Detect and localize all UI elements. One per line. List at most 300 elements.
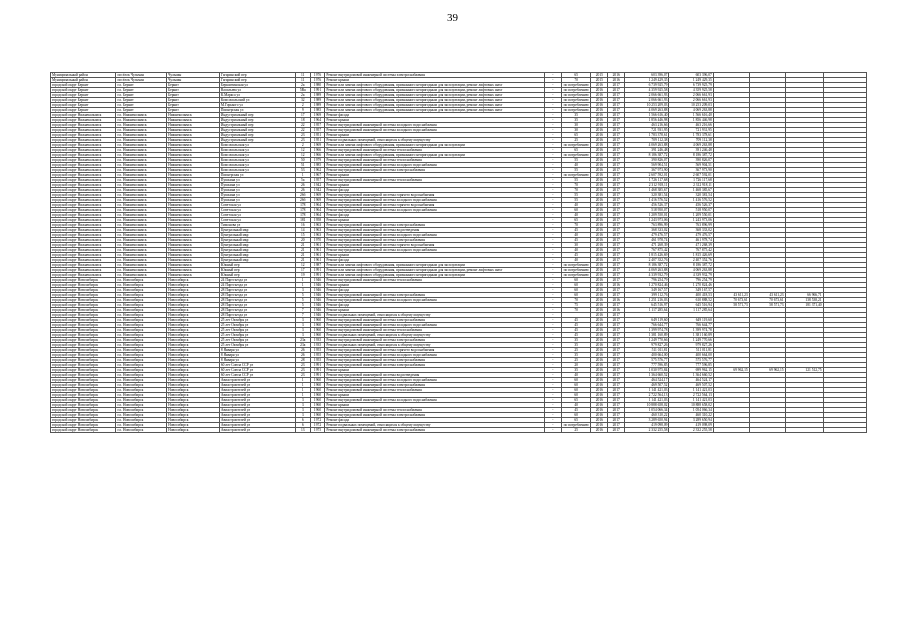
table-cell: городской округ Новосибирск (51, 278, 116, 283)
table-cell: Ремонт внутридомовой инженерной системы электроснабжения (325, 363, 545, 368)
table-cell: 10 253 209,03 (625, 103, 669, 108)
table-cell: 12 (295, 263, 310, 268)
table-cell: - (544, 113, 561, 118)
table-cell: 45 (561, 333, 591, 338)
table-cell: г.о. Новосибирск (116, 328, 167, 333)
table-cell: - (544, 283, 561, 288)
table-cell: 610 888,52 (669, 298, 713, 303)
table-cell: г.о. Нижнеколымск (116, 193, 167, 198)
table-cell: городской округ Нижнеколымск (51, 228, 116, 233)
table-cell: 400 664,00 (669, 353, 713, 358)
table-cell: 2017 (608, 293, 625, 298)
table-cell: Ремонт подвальных помещений, относящихся к общему имуществу (325, 138, 545, 143)
table-cell: 461 978,74 (625, 238, 669, 243)
table-cell: 2016 (591, 93, 608, 98)
table-cell: г.о. Нижнеколымск (116, 163, 167, 168)
table-cell: 399 112,76 (625, 293, 669, 298)
table-cell: 2017 (608, 203, 625, 208)
table-cell: Южный пер (219, 273, 295, 278)
table-cell: 2016 (591, 133, 608, 138)
table-cell: Ремонт внутридомовой инженерной системы электроснабжения (325, 73, 545, 78)
table-cell: 2016 (591, 293, 608, 298)
table-cell: 40 (561, 163, 591, 168)
table-cell: К.Маркса ул (219, 93, 295, 98)
table-cell: Ремонт внутридомовой инженерной системы горячего водоснабжения (325, 243, 545, 248)
table-cell: городской округ Новосибирск (51, 408, 116, 413)
table-cell: 35 (561, 338, 591, 343)
table-cell: Ремонт внутридомовой инженерной системы водоотведения (325, 228, 545, 233)
table-cell: Ремонт или замена лифтового оборудования, признанного непригодным для эксплуатации, ремонт лифтовых шахт (325, 88, 545, 93)
table-cell: г.о. Нижнеколымск (116, 138, 167, 143)
table-cell: 1989 (310, 98, 325, 103)
table-cell: Комсомольский ул (219, 98, 295, 103)
table-cell: 2017 (608, 413, 625, 418)
table-cell: 55 (561, 158, 591, 163)
table-cell: Центральный мкр (219, 228, 295, 233)
table-cell: 400 664,00 (625, 353, 669, 358)
table-cell: Ремонт внутридомовой инженерной системы холодного водоснабжения (325, 398, 545, 403)
table-cell: 2016 (591, 383, 608, 388)
table-cell: - (544, 153, 561, 158)
table-cell: 367 973,90 (625, 168, 669, 173)
table-cell: 1969 (310, 143, 325, 148)
table-cell: 2017 (608, 133, 625, 138)
table-cell: 2016 (591, 243, 608, 248)
table-cell: - (544, 158, 561, 163)
table-cell: - (544, 293, 561, 298)
table-cell: г.о. Нижнеколымск (116, 208, 167, 213)
table-cell: Авиастроителей ул (219, 408, 295, 413)
table-cell: Новосибирск (167, 383, 220, 388)
table-cell: 17 (295, 268, 310, 273)
table-cell: Ремонт внутридомовой инженерной системы горячего водоснабжения (325, 203, 545, 208)
table-cell: 1991 (310, 373, 325, 378)
table-cell: 2016 (591, 153, 608, 158)
table-cell: 1960 (310, 408, 325, 413)
table-cell: - (544, 238, 561, 243)
table-cell: 32 (295, 98, 310, 103)
table-cell: Ремонт или замена лифтового оборудования, признанного непригодным для эксплуатации (325, 263, 545, 268)
table-cell: 23 (295, 363, 310, 368)
table-cell: городской округ Новосибирск (51, 293, 116, 298)
table-cell: 2016 (591, 198, 608, 203)
table-cell: - (544, 133, 561, 138)
table-cell: Нижнеколымск (167, 168, 220, 173)
table-cell: 2016 (591, 208, 608, 213)
table-cell: 391 246,48 (669, 148, 713, 153)
table-cell: 1 726 117,68 (625, 178, 669, 183)
table-cell: 40 (561, 213, 591, 218)
table-cell: 2017 (608, 223, 625, 228)
capital-repair-table (50, 72, 867, 433)
table-cell: 35 (561, 118, 591, 123)
table-cell: Ремонт фасада (325, 188, 545, 193)
table-cell: г.о. Новосибирск (116, 298, 167, 303)
table-cell: 21 (295, 243, 310, 248)
table-cell: - (544, 348, 561, 353)
table-cell: 2016 (591, 233, 608, 238)
table-cell: Южный пер (219, 263, 295, 268)
table-cell: 1 270 824,46 (625, 283, 669, 288)
table-cell: Новосибирск (167, 308, 220, 313)
table-cell: 40 (561, 373, 591, 378)
table-cell: - (544, 88, 561, 93)
table-cell: 1957 (310, 178, 325, 183)
table-cell: городской округ Нижнеколымск (51, 163, 116, 168)
table-cell: 2016 (591, 183, 608, 188)
table-cell: 2015 (591, 78, 608, 83)
table-cell: 2017 (608, 383, 625, 388)
table-cell: 25 (561, 138, 591, 143)
table-cell: городской округ Нижнеколымск (51, 178, 116, 183)
table-cell: - (544, 383, 561, 388)
table-cell: 8 Января ул (219, 348, 295, 353)
table-cell: 2017 (608, 198, 625, 203)
table-cell: г.о. Нижнеколымск (116, 153, 167, 158)
table-cell: Ремонт внутридомовой инженерной системы холодного водоснабжения (325, 353, 545, 358)
table-cell: 1 (295, 393, 310, 398)
table-cell: 469 507,52 (669, 383, 713, 388)
table-cell: Ремонт или замена лифтового оборудования, признанного непригодным для эксплуатации (325, 153, 545, 158)
table-cell: 2016 (608, 283, 625, 288)
table-cell: 2017 (608, 378, 625, 383)
table-cell: 12 (295, 153, 310, 158)
table-cell: 2017 (608, 253, 625, 258)
table-cell: 2016 (591, 428, 608, 433)
table-cell: городской округ Нижнеколымск (51, 233, 116, 238)
table-cell: 766 644,77 (625, 323, 669, 328)
table-cell: 28 Партсъезда ул (219, 308, 295, 313)
table-cell: 8 Января ул (219, 358, 295, 363)
table-cell: 25 лет Октября ул (219, 333, 295, 338)
table-cell: 2 066 661,93 (669, 93, 713, 98)
table-cell: - (544, 408, 561, 413)
table-cell: 50 (295, 158, 310, 163)
table-cell: 5Ва (295, 88, 310, 93)
table-cell: Авиастроителей ул (219, 403, 295, 408)
table-cell (749, 428, 785, 433)
table-cell: 2 312 918,11 (669, 183, 713, 188)
table-cell: 1 416 576,52 (669, 198, 713, 203)
table-cell: 2017 (608, 213, 625, 218)
table-cell: городской округ Беркит (51, 98, 116, 103)
table-cell: г.о. Нижнеколымск (116, 198, 167, 203)
table-cell: Беркит (167, 108, 220, 113)
table-cell: 709 112,38 (625, 138, 669, 143)
table-cell: Нижнеколымск (167, 238, 220, 243)
table-cell: Ремонт внутридомовой инженерной системы электроснабжения (325, 168, 545, 173)
table-cell: городской округ Новосибирск (51, 403, 116, 408)
table-cell: Муниципальный район (51, 73, 116, 78)
table-cell: Индустриальный пер (219, 118, 295, 123)
table-cell: 2016 (591, 343, 608, 348)
table-cell: 1964 (310, 203, 325, 208)
table-cell: Ремонт внутридомовой инженерной системы теплоснабжения (325, 158, 545, 163)
table-cell: 1946 (310, 298, 325, 303)
table-cell: 2016 (591, 333, 608, 338)
table-cell: 23 (295, 138, 310, 143)
table-cell: городской округ Нижнеколымск (51, 148, 116, 153)
table-cell: 2017 (608, 363, 625, 368)
table-cell: г.о. Нижнеколымск (116, 243, 167, 248)
table-cell: городской округ Нижнеколымск (51, 248, 116, 253)
table-cell: 2017 (608, 103, 625, 108)
table-cell: городской округ Нижнеколымск (51, 188, 116, 193)
table-cell: Новосибирск (167, 398, 220, 403)
table-cell: 25 лет Октября ул (219, 318, 295, 323)
table-cell: Авиастроителей ул (219, 393, 295, 398)
table-cell: 4 069 263,88 (669, 268, 713, 273)
table-cell: 138 538,21 (785, 298, 823, 303)
table-cell: - (544, 418, 561, 423)
table-cell: - (544, 323, 561, 328)
table-cell: 1957 (310, 128, 325, 133)
table-cell: 1991 (310, 368, 325, 373)
table-cell: 2017 (608, 423, 625, 428)
table-cell: г.о. Новосибирск (116, 338, 167, 343)
table-cell: Советская ул (219, 203, 295, 208)
table-cell: Индустриальный пер (219, 128, 295, 133)
table-cell: г.о. Новосибирск (116, 398, 167, 403)
table-cell: городской округ Новосибирск (51, 383, 116, 388)
table-cell: посёлок Чульман (116, 73, 167, 78)
table-cell: 55 (561, 198, 591, 203)
table-cell: Комсомольская ул (219, 153, 295, 158)
table-cell: 2016 (591, 238, 608, 243)
table-cell: г.о. Нижнеколымск (116, 168, 167, 173)
table-cell: 1 399 974,78 (669, 328, 713, 333)
table-cell: 1970 (310, 238, 325, 243)
table-cell: 10 888 658,02 (625, 403, 669, 408)
table-cell: 1946 (310, 288, 325, 293)
table-cell: 6 739 925,79 (669, 83, 713, 88)
table-cell: городской округ Нижнеколымск (51, 158, 116, 163)
table-cell: М.Горького ул (219, 103, 295, 108)
table-cell: городской округ Новосибирск (51, 388, 116, 393)
table-cell: 4 069 263,88 (669, 108, 713, 113)
table-cell: Ремонт крыши (325, 253, 545, 258)
table-cell: Комсомольская ул (219, 163, 295, 168)
table-cell: г.о. Нижнеколымск (116, 273, 167, 278)
table-cell: Нижнеколымск (167, 203, 220, 208)
table-cell: 2 607 592,01 (669, 173, 713, 178)
table-cell: 1 243 973,06 (669, 218, 713, 223)
table-cell: Ремонт подвальных помещений, относящихся к общему имуществу (325, 313, 545, 318)
table-cell: 518 950,07 (669, 208, 713, 213)
table-cell: 181 (295, 218, 310, 223)
table-cell: 766 644,77 (669, 323, 713, 328)
table-cell: Комсомольская ул (219, 158, 295, 163)
table-cell: Пионерская ул (219, 108, 295, 113)
table-cell: 66 966,71 (785, 293, 823, 298)
table-cell: Центральный мкр (219, 243, 295, 248)
table-cell: 26 (295, 183, 310, 188)
table-cell: - (544, 398, 561, 403)
table-cell: 1960 (310, 328, 325, 333)
table-cell: 2017 (608, 388, 625, 393)
table-cell: Нижнеколымск (167, 273, 220, 278)
table-cell: 2017 (608, 398, 625, 403)
table-cell: 1 209 550,01 (625, 213, 669, 218)
table-cell: 1 141 421,03 (669, 388, 713, 393)
table-cell: 65 (561, 148, 591, 153)
table-cell: Новосибирск (167, 408, 220, 413)
table-cell: 721 931,95 (669, 128, 713, 133)
table-cell: 60 (561, 278, 591, 283)
table-cell: 2016 (591, 108, 608, 113)
table-cell: 43 611,23 (713, 293, 749, 298)
table-cell: Ремонт крыши (325, 133, 545, 138)
table-cell: 178 (295, 203, 310, 208)
table-cell: 1 783 378,61 (669, 133, 713, 138)
table-cell: городской округ Новосибирск (51, 393, 116, 398)
table-cell: 2017 (608, 393, 625, 398)
table-cell: Ремонт внутридомовой инженерной системы электроснабжения (325, 223, 545, 228)
table-cell: по потреблению (561, 103, 591, 108)
table-cell: Ремонт внутридомовой инженерной системы холодного водоснабжения (325, 248, 545, 253)
table-cell: Ремонт внутридомовой инженерной системы холодного водоснабжения (325, 198, 545, 203)
table-cell: 1951 (310, 138, 325, 143)
table-cell: г.о. Новосибирск (116, 368, 167, 373)
table-cell: 21 (295, 253, 310, 258)
table-cell: - (544, 163, 561, 168)
table-cell: Ремонт внутридомовой инженерной системы горячего водоснабжения (325, 193, 545, 198)
table-cell: 69 962,15 (749, 368, 785, 373)
table-cell: городской округ Нижнеколымск (51, 123, 116, 128)
table-cell: 26б (295, 198, 310, 203)
table-cell: 58 571,73 (749, 303, 785, 308)
table-cell: Новосибирск (167, 368, 220, 373)
table-cell: 2017 (608, 268, 625, 273)
table-cell: 767 875,42 (669, 248, 713, 253)
table-cell (785, 428, 823, 433)
table-cell: Комсомольская ул (219, 143, 295, 148)
table-cell: 1 117 285,64 (669, 308, 713, 313)
table-cell: 575 576,77 (625, 358, 669, 363)
table-cell: Нижнеколымск (167, 263, 220, 268)
table-cell: 15 (295, 233, 310, 238)
table-cell: 55 (561, 168, 591, 173)
table-cell: 3 (295, 403, 310, 408)
table-cell: городской округ Новосибирск (51, 418, 116, 423)
table-cell: 368 333,02 (669, 228, 713, 233)
table-cell: 60 лет Союза ССР ул (219, 368, 295, 373)
table-cell: 1951 (310, 133, 325, 138)
table-cell: - (544, 213, 561, 218)
table-cell: 2016 (591, 408, 608, 413)
table-cell: 390 826,07 (625, 158, 669, 163)
table-cell: - (544, 363, 561, 368)
table-cell: 464 524,17 (625, 378, 669, 383)
table-cell: г.о. Новосибирск (116, 363, 167, 368)
table-cell: 1985 (310, 108, 325, 113)
table-cell: 2017 (608, 248, 625, 253)
table-cell: 2016 (591, 103, 608, 108)
table-cell: г.о. Новосибирск (116, 278, 167, 283)
table-cell: 2016 (591, 223, 608, 228)
table-cell: г.о. Новосибирск (116, 408, 167, 413)
table-cell: - (544, 378, 561, 383)
table-cell: 55 (561, 193, 591, 198)
table-cell: - (544, 208, 561, 213)
table-cell: Нижнеколымск (167, 228, 220, 233)
table-cell: Индустриальный пер (219, 113, 295, 118)
table-cell: - (544, 218, 561, 223)
table-cell: 2016 (591, 248, 608, 253)
table-cell: - (544, 198, 561, 203)
table-cell: - (544, 393, 561, 398)
table-cell: 45 (561, 328, 591, 333)
table-cell: - (544, 243, 561, 248)
table-cell: - (544, 183, 561, 188)
table-cell: Новосибирск (167, 283, 220, 288)
table-cell: 1 251 216,03 (625, 298, 669, 303)
table-cell: Ремонт внутридомовой инженерной системы теплоснабжения (325, 278, 545, 283)
table-cell: городской округ Нижнеколымск (51, 153, 116, 158)
table-cell: городской округ Новосибирск (51, 368, 116, 373)
table-cell: Ремонт фасада (325, 288, 545, 293)
table-cell: 2016 (591, 403, 608, 408)
table-cell: Новосибирск (167, 313, 220, 318)
table-cell: 1 364 660,52 (625, 373, 669, 378)
table-cell: Нижнеколымск (167, 268, 220, 273)
table-cell: Новосибирск (167, 393, 220, 398)
table-cell: 4 339 932,79 (669, 273, 713, 278)
table-cell: Нижнеколымск (167, 133, 220, 138)
table-cell: г.о. Новосибирск (116, 308, 167, 313)
table-cell: Беркит (167, 98, 220, 103)
table-cell: 1969 (310, 113, 325, 118)
table-cell: Чульман (167, 78, 220, 83)
table-cell: - (544, 123, 561, 128)
table-cell: 1 815 426,69 (669, 253, 713, 258)
table-cell: г.о. Новосибирск (116, 283, 167, 288)
table-cell: Ремонт крыши (325, 173, 545, 178)
table-cell: 1 249 429,35 (669, 78, 713, 83)
table-cell: Пушкина ул (219, 183, 295, 188)
table-cell: 65 (561, 73, 591, 78)
table-cell: Авиастроителей ул (219, 413, 295, 418)
table-cell: Советская ул (219, 218, 295, 223)
table-cell: городской округ Новосибирск (51, 413, 116, 418)
table-cell (823, 428, 866, 433)
table-cell: 4 359 925,58 (625, 88, 669, 93)
table-cell: 65 (561, 418, 591, 423)
table-cell: 777 596,85 (625, 363, 669, 368)
table-cell: - (544, 318, 561, 323)
table-cell: 1991 (310, 88, 325, 93)
table-cell: 8 Января ул (219, 353, 295, 358)
table-cell: 9 (295, 108, 310, 113)
table-cell: Новосибирск (167, 358, 220, 363)
table-cell: Комсомольская ул (219, 148, 295, 153)
table-cell: 2 (295, 143, 310, 148)
table-cell: 1989 (310, 103, 325, 108)
table-cell: 1 243 973,06 (625, 218, 669, 223)
table-cell: Ремонт крыши (325, 393, 545, 398)
table-cell: 479 476,57 (669, 233, 713, 238)
table-cell: 2017 (608, 258, 625, 263)
table-cell: 60 (561, 283, 591, 288)
table-cell: 603 396,07 (669, 73, 713, 78)
table-cell: 2а (295, 93, 310, 98)
table-cell: 1 (295, 383, 310, 388)
table-cell: Новосибирск (167, 338, 220, 343)
table-cell: Муниципальный район (51, 78, 116, 83)
table-cell: 26 (295, 188, 310, 193)
table-cell: городской округ Беркит (51, 83, 116, 88)
table-cell: - (544, 423, 561, 428)
